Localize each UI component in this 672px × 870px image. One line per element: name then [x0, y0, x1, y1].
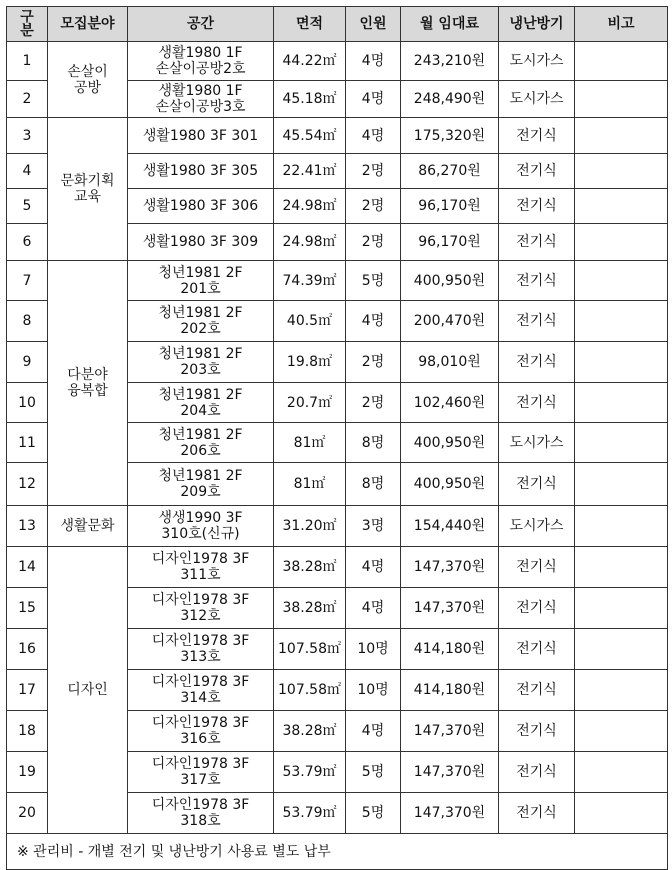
row-number: 9: [7, 342, 48, 383]
rent-cell: 147,370원: [401, 793, 499, 834]
space-cell: [128, 629, 274, 670]
space-cell: [128, 154, 274, 189]
space-label: 318호: [180, 813, 221, 829]
category-label: 융복합: [67, 383, 108, 399]
people-cell: 4명: [346, 711, 401, 752]
hvac-cell: 전기식: [499, 383, 575, 423]
table-row: [7, 42, 668, 81]
hvac-cell: 전기식: [499, 224, 575, 261]
people-cell: 2명: [346, 224, 401, 261]
people-cell: 4명: [346, 547, 401, 588]
table-row: [7, 506, 668, 547]
people-cell: 4명: [346, 588, 401, 629]
table-row: [7, 547, 668, 588]
row-number: 8: [7, 301, 48, 342]
rent-cell: 147,370원: [401, 547, 499, 588]
rent-cell: 154,440원: [401, 506, 499, 547]
space-label: 317호: [180, 772, 221, 788]
space-label: 생활1980 3F 309: [142, 234, 259, 250]
category-label: 생활문화: [60, 518, 115, 534]
category-cell: [48, 547, 128, 834]
header-no-line2: 분: [20, 23, 34, 39]
hvac-cell: 전기식: [499, 547, 575, 588]
remarks-cell: [575, 547, 668, 588]
hvac-cell: 도시가스: [499, 506, 575, 547]
row-number: 13: [7, 506, 48, 547]
category-label: 손살이: [67, 63, 108, 80]
area-cell: 107.58㎡: [274, 670, 346, 711]
space-label: 디자인1978 3F: [151, 756, 250, 772]
area-cell: 19.8㎡: [274, 342, 346, 383]
rent-cell: 200,470원: [401, 301, 499, 342]
hvac-cell: 전기식: [499, 711, 575, 752]
hvac-cell: 전기식: [499, 588, 575, 629]
hvac-cell: 전기식: [499, 793, 575, 834]
row-number: 19: [7, 752, 48, 793]
space-cell: [128, 189, 274, 224]
header-people: 인원: [346, 7, 401, 42]
area-cell: 74.39㎡: [274, 261, 346, 301]
category-label: 다분야: [67, 367, 108, 383]
people-cell: 4명: [346, 301, 401, 342]
rent-cell: 175,320원: [401, 118, 499, 154]
people-cell: 10명: [346, 629, 401, 670]
rent-cell: 147,370원: [401, 752, 499, 793]
rent-cell: 414,180원: [401, 670, 499, 711]
row-number: 3: [7, 118, 48, 154]
people-cell: 2명: [346, 342, 401, 383]
space-label: 청년1981 2F: [158, 346, 243, 362]
hvac-cell: 도시가스: [499, 423, 575, 463]
hvac-cell: 전기식: [499, 629, 575, 670]
area-cell: 24.98㎡: [274, 224, 346, 261]
space-cell: [128, 506, 274, 547]
hvac-cell: 전기식: [499, 189, 575, 224]
area-cell: 53.79㎡: [274, 752, 346, 793]
hvac-cell: 전기식: [499, 118, 575, 154]
space-label: 생생1990 3F: [158, 510, 243, 526]
category-cell: [48, 118, 128, 261]
space-label: 디자인1978 3F: [151, 715, 250, 731]
row-number: 6: [7, 224, 48, 261]
row-number: 17: [7, 670, 48, 711]
rental-space-table: [6, 6, 668, 870]
people-cell: 10명: [346, 670, 401, 711]
rent-cell: 400,950원: [401, 261, 499, 301]
rent-cell: 147,370원: [401, 711, 499, 752]
category-label: 디자인: [67, 682, 108, 698]
rent-cell: 86,270원: [401, 154, 499, 189]
header-rent: 월 임대료: [401, 7, 499, 42]
rent-cell: 102,460원: [401, 383, 499, 423]
hvac-cell: 전기식: [499, 342, 575, 383]
space-label: 203호: [180, 362, 221, 378]
rent-cell: 96,170원: [401, 224, 499, 261]
rent-cell: 248,490원: [401, 81, 499, 118]
management-fee-note: ※ 관리비 - 개별 전기 및 냉난방기 사용료 별도 납부: [7, 834, 668, 870]
table-row: [7, 118, 668, 154]
space-label: 206호: [180, 442, 221, 459]
rent-cell: 98,010원: [401, 342, 499, 383]
remarks-cell: [575, 588, 668, 629]
remarks-cell: [575, 506, 668, 547]
space-cell: [128, 261, 274, 301]
space-cell: [128, 383, 274, 423]
category-cell: [48, 506, 128, 547]
space-label: 손살이공방2호: [155, 61, 246, 77]
space-label: 디자인1978 3F: [151, 592, 250, 608]
table-row: [7, 261, 668, 301]
space-label: 313호: [180, 649, 221, 665]
space-label: 310호(신규): [161, 526, 240, 542]
row-number: 2: [7, 81, 48, 118]
space-label: 314호: [180, 690, 221, 706]
category-label: 공방: [73, 79, 102, 96]
row-number: 12: [7, 463, 48, 506]
hvac-cell: 전기식: [499, 261, 575, 301]
area-cell: 38.28㎡: [274, 588, 346, 629]
space-label: 316호: [180, 731, 221, 747]
people-cell: 5명: [346, 793, 401, 834]
remarks-cell: [575, 670, 668, 711]
space-cell: [128, 793, 274, 834]
category-cell: [48, 261, 128, 506]
space-label: 청년1981 2F: [158, 426, 243, 443]
space-label: 청년1981 2F: [158, 386, 243, 403]
area-cell: 45.18㎡: [274, 81, 346, 118]
area-cell: 45.54㎡: [274, 118, 346, 154]
space-cell: [128, 752, 274, 793]
header-area: 면적: [274, 7, 346, 42]
category-cell: [48, 42, 128, 118]
row-number: 15: [7, 588, 48, 629]
space-cell: [128, 342, 274, 383]
space-label: 생활1980 3F 301: [142, 127, 259, 144]
space-label: 201호: [180, 280, 221, 297]
row-number: 1: [7, 42, 48, 81]
people-cell: 4명: [346, 118, 401, 154]
row-number: 18: [7, 711, 48, 752]
area-cell: 53.79㎡: [274, 793, 346, 834]
space-cell: [128, 463, 274, 506]
space-label: 청년1981 2F: [158, 305, 243, 321]
header-remarks: 비고: [575, 7, 668, 42]
area-cell: 44.22㎡: [274, 42, 346, 81]
people-cell: 5명: [346, 752, 401, 793]
row-number: 10: [7, 383, 48, 423]
header-no: [7, 7, 48, 42]
remarks-cell: [575, 423, 668, 463]
row-number: 20: [7, 793, 48, 834]
area-cell: 20.7㎡: [274, 383, 346, 423]
table-header-row: [7, 7, 668, 42]
area-cell: 31.20㎡: [274, 506, 346, 547]
people-cell: 8명: [346, 423, 401, 463]
hvac-cell: 전기식: [499, 463, 575, 506]
remarks-cell: [575, 629, 668, 670]
people-cell: 8명: [346, 463, 401, 506]
people-cell: 4명: [346, 81, 401, 118]
remarks-cell: [575, 42, 668, 81]
remarks-cell: [575, 463, 668, 506]
space-cell: [128, 711, 274, 752]
remarks-cell: [575, 793, 668, 834]
table-body: [7, 7, 668, 870]
area-cell: 40.5㎡: [274, 301, 346, 342]
remarks-cell: [575, 154, 668, 189]
note-row: [7, 834, 668, 870]
space-label: 생활1980 1F: [158, 83, 243, 99]
space-cell: [128, 547, 274, 588]
area-cell: 107.58㎡: [274, 629, 346, 670]
hvac-cell: 전기식: [499, 154, 575, 189]
area-cell: 38.28㎡: [274, 547, 346, 588]
people-cell: 3명: [346, 506, 401, 547]
space-label: 생활1980 3F 306: [142, 198, 259, 214]
rental-space-table-container: [6, 6, 668, 870]
space-cell: [128, 224, 274, 261]
space-cell: [128, 423, 274, 463]
remarks-cell: [575, 118, 668, 154]
people-cell: 2명: [346, 383, 401, 423]
remarks-cell: [575, 301, 668, 342]
hvac-cell: 도시가스: [499, 42, 575, 81]
space-label: 디자인1978 3F: [151, 633, 250, 649]
space-label: 209호: [180, 484, 221, 500]
people-cell: 2명: [346, 154, 401, 189]
row-number: 14: [7, 547, 48, 588]
row-number: 7: [7, 261, 48, 301]
space-label: 생활1980 3F 305: [142, 163, 259, 179]
space-cell: [128, 118, 274, 154]
space-label: 손살이공방3호: [155, 99, 246, 115]
remarks-cell: [575, 342, 668, 383]
space-label: 디자인1978 3F: [151, 797, 250, 813]
area-cell: 81㎡: [274, 463, 346, 506]
area-cell: 24.98㎡: [274, 189, 346, 224]
row-number: 4: [7, 154, 48, 189]
hvac-cell: 전기식: [499, 670, 575, 711]
remarks-cell: [575, 711, 668, 752]
remarks-cell: [575, 383, 668, 423]
rent-cell: 400,950원: [401, 463, 499, 506]
space-cell: [128, 670, 274, 711]
space-label: 청년1981 2F: [158, 264, 243, 281]
header-space: 공간: [128, 7, 274, 42]
remarks-cell: [575, 81, 668, 118]
remarks-cell: [575, 189, 668, 224]
header-hvac: 냉난방기: [499, 7, 575, 42]
row-number: 11: [7, 423, 48, 463]
header-category: 모집분야: [48, 7, 128, 42]
people-cell: 5명: [346, 261, 401, 301]
category-label: 교육: [73, 189, 102, 205]
rent-cell: 400,950원: [401, 423, 499, 463]
hvac-cell: 전기식: [499, 752, 575, 793]
remarks-cell: [575, 261, 668, 301]
row-number: 5: [7, 189, 48, 224]
remarks-cell: [575, 224, 668, 261]
space-label: 204호: [180, 402, 221, 419]
rent-cell: 96,170원: [401, 189, 499, 224]
area-cell: 22.41㎡: [274, 154, 346, 189]
space-cell: [128, 588, 274, 629]
rent-cell: 147,370원: [401, 588, 499, 629]
people-cell: 4명: [346, 42, 401, 81]
people-cell: 2명: [346, 189, 401, 224]
space-label: 311호: [180, 567, 221, 583]
area-cell: 81㎡: [274, 423, 346, 463]
space-label: 디자인1978 3F: [151, 674, 250, 690]
space-label: 청년1981 2F: [158, 468, 243, 484]
area-cell: 38.28㎡: [274, 711, 346, 752]
space-cell: [128, 81, 274, 118]
rent-cell: 243,210원: [401, 42, 499, 81]
header-no-line1: 구: [20, 9, 34, 25]
space-label: 디자인1978 3F: [151, 551, 250, 567]
space-label: 202호: [180, 321, 221, 337]
category-label: 문화기획: [60, 173, 115, 189]
space-cell: [128, 42, 274, 81]
rent-cell: 414,180원: [401, 629, 499, 670]
space-label: 312호: [180, 608, 221, 624]
hvac-cell: 전기식: [499, 301, 575, 342]
row-number: 16: [7, 629, 48, 670]
remarks-cell: [575, 752, 668, 793]
hvac-cell: 도시가스: [499, 81, 575, 118]
space-label: 생활1980 1F: [158, 45, 243, 61]
space-cell: [128, 301, 274, 342]
